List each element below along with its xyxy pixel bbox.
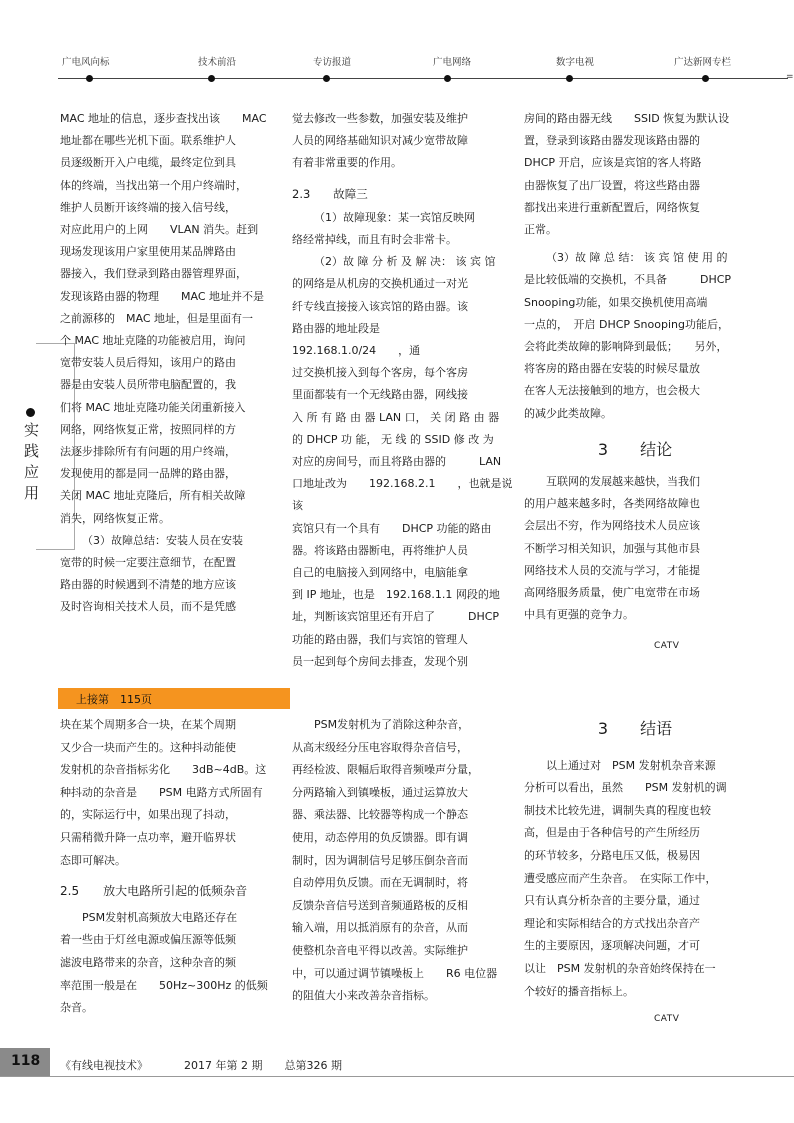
text-line: 的，实际运行中，如果出现了抖动，	[60, 808, 236, 822]
conclusion-heading: 3 结论	[597, 439, 673, 459]
text-line: 制时，因为调制信号足够压倒杂音而	[292, 853, 468, 867]
issue-info: 2017 年第 2 期 总第326 期	[184, 1059, 342, 1072]
side-label: 实践应用	[24, 421, 40, 502]
b-col1-b	[60, 907, 280, 1020]
text-line: 发射机的杂音指标劣化 3dB~4dB。这	[60, 763, 267, 777]
text-line: （3）故 障 总 结： 该 宾 馆 使 用 的	[546, 251, 728, 265]
text-line: 宾馆只有一个具有 DHCP 功能的路由	[292, 521, 492, 535]
text-line: 使用，动态停用的负反馈器。即有调	[292, 830, 468, 844]
nav-item: 技术前沿	[198, 57, 237, 68]
journal-name: 《有线电视技术》	[60, 1059, 148, 1072]
text-line: DHCP 开启，应该是宾馆的客人将路	[524, 156, 702, 170]
nav-divider	[58, 78, 788, 79]
text-line: 制技术比较先进，调制失真的程度也较	[524, 803, 711, 817]
text-line: 自己的电脑接入到网络中，电脑能拿	[292, 566, 468, 580]
text-line: 到 IP 地址，也是 192.168.1.1 网段的地	[292, 588, 500, 602]
text-line: 体的终端，当找出第一个用户终端时，	[60, 178, 247, 192]
text-line: 输入端，用以抵消原有的杂音，从而	[292, 921, 468, 935]
text-line: 会将此类故障的影响降到最低； 另外，	[524, 340, 728, 354]
side-dot	[26, 408, 35, 417]
text-line: 关闭 MAC 地址克隆后，所有相关故障	[60, 489, 246, 503]
text-line: 里面都装有一个无线路由器，网线接	[292, 388, 468, 402]
text-line: 维护人员断开该终端的接入信号线，	[60, 200, 236, 214]
catv-mark: CATV	[654, 641, 680, 651]
conclusion-heading-b: 3 结语	[597, 719, 673, 738]
footer-divider	[0, 1076, 794, 1077]
text-line: 使整机杂音电平得以改善。实际维护	[292, 943, 468, 957]
text-line: 网络技术人员的交流与学习，才能提	[524, 563, 700, 577]
text-line: 态即可解决。	[60, 853, 126, 867]
b-col3	[524, 755, 746, 1004]
catv-mark-b: CATV	[654, 1014, 680, 1024]
text-line: 中，可以通过调节镇噪板上 R6 电位器	[292, 966, 498, 980]
section-heading-2-3: 2.3 故障三	[292, 186, 368, 201]
text-line: 滤波电路带来的杂音，这种杂音的频	[60, 955, 236, 969]
text-line: 器、乘法器、比较器等构成一个静态	[292, 808, 468, 822]
text-line: 的网络是从机房的交换机通过一对光	[292, 277, 468, 291]
text-line: 遭受感应而产生杂音。 在实际工作中，	[524, 871, 717, 885]
col2-phenomenon	[292, 207, 514, 251]
nav-item: 广达新网专栏	[674, 57, 732, 68]
text-line: 地址都在哪些光机下面。联系维护人	[60, 134, 236, 148]
b-col2	[292, 714, 514, 1008]
text-line: 又少合一块而产生的。这种抖动能使	[60, 740, 236, 754]
text-line: 再经检波、限幅后取得音频噪声分量，	[292, 763, 479, 777]
text-line: 只需稍微升降一点功率，避开临界状	[60, 830, 236, 844]
text-line: 正常。	[524, 223, 557, 237]
text-line: 种抖动的杂音是 PSM 电路方式所固有	[60, 785, 263, 799]
text-line: 以让 PSM 发射机的杂音始终保持在一	[524, 961, 716, 975]
text-line: 高，但是由于各种信号的产生所经历	[524, 826, 700, 840]
text-line: 对应的房间号，而且将路由器的 LAN	[292, 455, 502, 469]
text-line: PSM发射机为了消除这种杂音，	[314, 718, 470, 731]
nav-item: 广电网络	[433, 57, 472, 68]
upper-col-3	[524, 108, 746, 626]
b-col1-a	[60, 714, 280, 872]
text-line: 路由器的时候遇到不清楚的地方应该	[60, 578, 236, 592]
text-line: 的阻值大小来改善杂音指标。	[292, 989, 435, 1003]
text-line: （3）故障总结：安装人员在安装	[82, 533, 243, 547]
nav-dot	[86, 75, 93, 82]
nav-dot	[444, 75, 451, 82]
text-line: 一点的， 开启 DHCP Snooping功能后，	[524, 317, 729, 331]
text-line: 功能的路由器，我们与宾馆的管理人	[292, 632, 468, 646]
text-line: 高网络服务质量，使广电宽带在市场	[524, 586, 700, 600]
nav-dot	[208, 75, 215, 82]
section-heading-2-5: 2.5 放大电路所引起的低频杂音	[60, 884, 248, 899]
upper-col-2	[292, 108, 514, 673]
text-line: Snooping功能，如果交换机使用高端	[524, 295, 708, 309]
upper-col-1	[60, 108, 280, 619]
text-line: 的用户越来越多时，各类网络故障也	[524, 497, 700, 511]
text-line: 会层出不穷，作为网络技术人员应该	[524, 519, 700, 533]
text-line: 个较好的播音指标上。	[524, 984, 634, 998]
col1-summary	[60, 530, 280, 619]
col2-top	[292, 108, 514, 175]
text-line: 入 所 有 路 由 器 LAN 口， 关 闭 路 由 器	[292, 410, 500, 424]
col3-conclusion	[524, 471, 746, 626]
text-line: （1）故障现象：某一宾馆反映网	[314, 210, 475, 224]
text-line: 置，登录到该路由器发现该路由器的	[524, 134, 700, 148]
text-line: 反馈杂音信号送到音频通路板的反相	[292, 898, 468, 912]
text-line: 互联网的发展越来越快，当我们	[546, 475, 700, 489]
text-line: 宽带的时候一定要注意细节，在配置	[60, 556, 236, 570]
text-line: （2）故 障 分 析 及 解 决： 该 宾 馆	[314, 255, 496, 269]
text-line: 及时咨询相关技术人员，而不是凭感	[60, 600, 236, 614]
nav-item: 广电风向标	[62, 57, 110, 68]
text-line: 觉去修改一些参数，加强安装及维护	[292, 112, 468, 125]
text-line: 的 DHCP 功 能， 无 线 的 SSID 修 改 为	[292, 432, 494, 446]
text-line: 由器恢复了出厂设置，将这些路由器	[524, 178, 700, 192]
text-line: 房间的路由器无线 SSID 恢复为默认设	[524, 112, 730, 125]
text-line: 分析可以看出，虽然 PSM 发射机的调	[524, 781, 727, 795]
text-line: 器。将该路由器断电，再将维护人员	[292, 543, 468, 557]
continued-label: 上接第 115页	[76, 693, 152, 706]
text-line: 以上通过对 PSM 发射机杂音来源	[546, 758, 716, 772]
text-line: 对应此用户的上网 VLAN 消失。赶到	[60, 223, 259, 237]
text-line: 过交换机接入到每个客房，每个客房	[292, 366, 468, 380]
text-line: 的减少此类故障。	[524, 406, 612, 420]
text-line: 的环节较多，分路电压又低，极易因	[524, 848, 700, 862]
text-line: 消失，网络恢复正常。	[60, 511, 170, 525]
text-line: MAC 地址的信息，逐步查找出该 MAC	[60, 112, 267, 125]
text-line: 将客房的路由器在安装的时候尽量放	[524, 362, 700, 376]
text-line: 不断学习相关知识，加强与其他市县	[524, 541, 700, 555]
text-line: 有着非常重要的作用。	[292, 156, 402, 170]
text-line: 络经常掉线，而且有时会非常卡。	[292, 233, 457, 247]
text-line: 发现该路由器的物理 MAC 地址并不是	[60, 289, 264, 303]
text-line: 人员的网络基础知识对减少宽带故障	[292, 134, 468, 148]
text-line: 址，判断该宾馆里还有开启了 DHCP	[292, 610, 500, 624]
text-line: 块在某个周期多合一块，在某个周期	[60, 718, 236, 731]
text-line: 口地址改为 192.168.2.1 ，也就是说该	[292, 477, 513, 513]
text-line: 只有认真分析杂音的主要分量，通过	[524, 894, 700, 908]
text-line: 从高末级经分压电容取得杂音信号，	[292, 740, 468, 754]
text-line: 员逐级断开入户电缆，最终定位到具	[60, 156, 236, 170]
text-line: 路由器的地址段是 192.168.1.0/24 ，通	[292, 321, 421, 358]
text-line: 之前源移的 MAC 地址，但是里面有一	[60, 311, 253, 325]
text-line: 生的主要原因，逐项解决问题，才可	[524, 939, 700, 953]
text-line: 现场发现该用户家里使用某品牌路由	[60, 245, 236, 259]
text-line: PSM发射机高频放大电路还存在	[82, 910, 238, 924]
top-nav	[0, 54, 794, 84]
text-line: 分两路输入到镇噪板，通过运算放大	[292, 785, 468, 799]
nav-item: 专访报道	[313, 57, 352, 68]
text-line: 着一些由于灯丝电源或偏压源等低频	[60, 933, 236, 947]
text-line: 网络，网络恢复正常，按照同样的方	[60, 422, 236, 436]
text-line: 器接入，我们登录到路由器管理界面，	[60, 267, 247, 281]
nav-dot	[323, 75, 330, 82]
text-line: 个 MAC 地址克隆的功能被启用，询问	[60, 334, 246, 348]
text-line: 在客人无法接触到的地方，也会极大	[524, 384, 700, 398]
lower-col-3	[524, 714, 746, 1003]
text-line: 都找出来进行重新配置后，网络恢复	[524, 200, 700, 214]
text-line: 发现使用的都是同一品牌的路由器，	[60, 467, 236, 481]
text-line: 是比较低端的交换机，不具备 DHCP	[524, 273, 732, 287]
col3-top	[524, 108, 746, 241]
text-line: 员一起到每个房间去排查，发现个别	[292, 654, 468, 668]
text-line: 率范围一般是在 50Hz~300Hz 的低频	[60, 978, 268, 992]
text-line: 杂音。	[60, 1001, 93, 1015]
nav-dot	[702, 75, 709, 82]
lower-col-2	[292, 714, 514, 1008]
nav-item: 数字电视	[556, 57, 595, 68]
nav-end-mark: =	[786, 72, 794, 82]
text-line: 纤专线直接接入该宾馆的路由器。该	[292, 299, 468, 313]
col1-top	[60, 108, 280, 530]
text-line: 法逐步排除所有有问题的用户终端，	[60, 445, 236, 459]
text-line: 理论和实际相结合的方式找出杂音产	[524, 916, 700, 930]
text-line: 器是由安装人员所带电脑配置的，我	[60, 378, 236, 392]
page-number: 118	[11, 1053, 41, 1069]
text-line: 自动停用负反馈。而在无调制时，将	[292, 876, 468, 890]
col3-summary	[524, 247, 746, 425]
col2-analysis	[292, 251, 514, 673]
text-line: 宽带安装人员后得知，该用户的路由	[60, 356, 236, 370]
nav-dot	[566, 75, 573, 82]
lower-col-1	[60, 714, 280, 1020]
text-line: 中具有更强的竞争力。	[524, 608, 634, 622]
text-line: 们将 MAC 地址克隆功能关闭重新接入	[60, 400, 246, 414]
